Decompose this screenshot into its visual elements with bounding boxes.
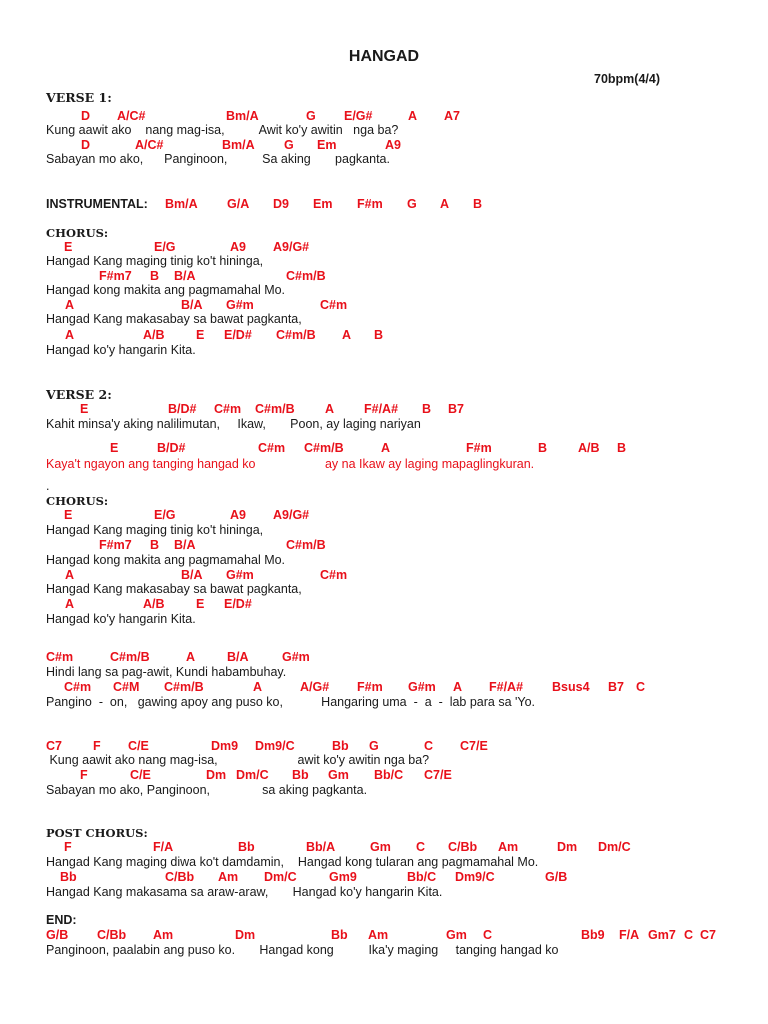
chord: Em — [313, 197, 333, 211]
chord: C#m — [214, 402, 242, 416]
chord: G — [284, 138, 294, 152]
chord: G#m — [282, 650, 310, 664]
chord: Gm7 — [648, 928, 676, 942]
chord: C#m/B — [304, 441, 344, 455]
chord: C — [424, 739, 434, 753]
chord: Bb — [332, 739, 349, 753]
chord: B — [617, 441, 627, 455]
chord: C#m/B — [286, 538, 326, 552]
chord: D — [81, 109, 91, 123]
chord: F/A — [153, 840, 174, 854]
chord: Bb — [292, 768, 309, 782]
chord: A — [65, 568, 75, 582]
chord: E — [196, 328, 205, 342]
chord: G — [306, 109, 316, 123]
verse-3-lyric-2: Sabayan mo ako, Panginoon, sa aking pagkanta. — [46, 783, 368, 797]
chord: C — [684, 928, 694, 942]
chord: E — [110, 441, 119, 455]
chord: Bm/A — [165, 197, 198, 211]
chord: E/D# — [224, 328, 252, 342]
chord: F#m — [357, 197, 383, 211]
chord: Bb/A — [306, 840, 336, 854]
chord: Dm/C — [264, 870, 297, 884]
chord: F — [93, 739, 101, 753]
chord: C#m — [258, 441, 286, 455]
chorus-2-lyric-1: Hangad Kang maging tinig ko't hininga, — [46, 523, 264, 537]
chord: Bb9 — [581, 928, 605, 942]
chord: G#m — [226, 568, 254, 582]
end-lyric-1: Panginoon, paalabin ang puso ko. Hangad kong Ika'y maging tanging hangad ko — [46, 943, 559, 957]
chord: C#m/B — [276, 328, 316, 342]
chord: A — [381, 441, 391, 455]
chord: A — [65, 298, 75, 312]
chord: A7 — [444, 109, 460, 123]
chord: B/A — [174, 269, 196, 283]
chord: Am — [218, 870, 239, 884]
chord: F — [80, 768, 88, 782]
chorus-1-lyric-2: Hangad kong makita ang pagmamahal Mo. — [46, 283, 286, 297]
chord: A/B — [578, 441, 600, 455]
chord: E — [64, 240, 73, 254]
chord: Am — [153, 928, 174, 942]
chord: A — [65, 597, 75, 611]
chord: G/A — [227, 197, 250, 211]
chord: Bm/A — [226, 109, 259, 123]
chord: C#m — [320, 298, 348, 312]
song-title: HANGAD — [348, 48, 420, 65]
chord: Dm9/C — [455, 870, 495, 884]
chord: B/A — [174, 538, 196, 552]
section-verse-2: VERSE 2: — [46, 387, 112, 402]
chorus-2-lyric-3: Hangad Kang makasabay sa bawat pagkanta, — [46, 582, 302, 596]
chord: C#m/B — [110, 650, 150, 664]
chord: D9 — [273, 197, 289, 211]
chord: G#m — [408, 680, 436, 694]
chord: Am — [368, 928, 389, 942]
chord: Dm — [235, 928, 256, 942]
chord: C#m/B — [255, 402, 295, 416]
chorus-1-lyric-4: Hangad ko'y hangarin Kita. — [46, 343, 196, 357]
chord: C#m — [46, 650, 74, 664]
chord: C/E — [130, 768, 151, 782]
chord: A9/G# — [273, 240, 310, 254]
chord: Bsus4 — [552, 680, 590, 694]
chord: E — [80, 402, 89, 416]
chord: F#m — [466, 441, 492, 455]
chord: G/B — [46, 928, 69, 942]
chord: F/A — [619, 928, 640, 942]
chord: C/Bb — [97, 928, 127, 942]
chord: F#/A# — [364, 402, 399, 416]
chord: A — [408, 109, 418, 123]
chorus-2-lyric-4: Hangad ko'y hangarin Kita. — [46, 612, 196, 626]
section-verse-1: VERSE 1: — [46, 90, 112, 105]
chord: A9/G# — [273, 508, 310, 522]
chord: B — [150, 269, 160, 283]
chord: B/A — [181, 568, 203, 582]
chord: E/D# — [224, 597, 252, 611]
chord: F — [64, 840, 72, 854]
chord: C7/E — [460, 739, 488, 753]
chord: G/B — [545, 870, 568, 884]
chord: Gm — [370, 840, 391, 854]
chord: Gm — [328, 768, 349, 782]
chord: B — [150, 538, 160, 552]
chord: A9 — [230, 508, 246, 522]
chord: B/A — [181, 298, 203, 312]
section-end: END: — [46, 913, 77, 927]
chord: B — [374, 328, 384, 342]
bridge-lyric-1: Hindi lang sa pag-awit, Kundi habambuhay. — [46, 665, 287, 679]
section-post-chorus: POST CHORUS: — [46, 826, 148, 840]
chord: B — [422, 402, 432, 416]
chord: A/C# — [117, 109, 146, 123]
chorus-1-lyric-3: Hangad Kang makasabay sa bawat pagkanta, — [46, 312, 302, 326]
chord: Bb — [238, 840, 255, 854]
chord: C#m — [64, 680, 92, 694]
verse-1-lyric-1: Kung aawit ako nang mag-isa, Awit ko'y awitin nga ba? — [46, 123, 399, 137]
chord: F#/A# — [489, 680, 524, 694]
chord: Bb — [331, 928, 348, 942]
chord: C#m/B — [286, 269, 326, 283]
chord: A/G# — [300, 680, 330, 694]
chord: C7/E — [424, 768, 452, 782]
chord: Em — [317, 138, 337, 152]
chord: G — [369, 739, 379, 753]
chord: B/A — [227, 650, 249, 664]
chord: A — [253, 680, 263, 694]
chord: Dm — [206, 768, 227, 782]
chord: C7 — [700, 928, 716, 942]
chord: B7 — [448, 402, 464, 416]
verse-2-lyric-1: Kahit minsa'y aking nalilimutan, Ikaw, Poon, ay laging nariyan — [46, 417, 421, 431]
chord: Am — [498, 840, 519, 854]
post-chorus-lyric-2: Hangad Kang makasama sa araw-araw, Hangad ko'y hangarin Kita. — [46, 885, 443, 899]
verse-3-lyric-1: Kung aawit ako nang mag-isa, awit ko'y awitin nga ba? — [46, 753, 430, 767]
chord: D — [81, 138, 91, 152]
section-chorus-1: CHORUS: — [46, 226, 109, 240]
verse-2-lyric-2: Kaya't ngayon ang tanging hangad ko ay na Ikaw ay laging mapaglingkuran. — [46, 457, 535, 471]
chord: A9 — [385, 138, 401, 152]
chord: Dm9 — [211, 739, 239, 753]
chord: C#M — [113, 680, 140, 694]
chord: A — [325, 402, 335, 416]
section-chorus-2: CHORUS: — [46, 494, 109, 508]
chord: B — [473, 197, 483, 211]
chord: E — [196, 597, 205, 611]
chord: A9 — [230, 240, 246, 254]
chord: Dm9/C — [255, 739, 295, 753]
chord: B/D# — [168, 402, 197, 416]
chord: E — [64, 508, 73, 522]
chorus-2-lyric-2: Hangad kong makita ang pagmamahal Mo. — [46, 553, 286, 567]
chord: C — [416, 840, 426, 854]
chord: E/G — [154, 508, 176, 522]
chord: F#m7 — [99, 269, 132, 283]
chord: C/E — [128, 739, 149, 753]
chord: C — [483, 928, 493, 942]
chord: F#m — [357, 680, 383, 694]
chord: A — [453, 680, 463, 694]
chord: A — [65, 328, 75, 342]
chord: F#m7 — [99, 538, 132, 552]
chord: C#m — [320, 568, 348, 582]
chord: Bb — [60, 870, 77, 884]
chord: Gm9 — [329, 870, 357, 884]
tempo-label: 70bpm(4/4) — [594, 72, 660, 86]
chord: C#m/B — [164, 680, 204, 694]
chord: Dm/C — [236, 768, 269, 782]
chord: G#m — [226, 298, 254, 312]
chord: C/Bb — [165, 870, 195, 884]
chord: A — [440, 197, 450, 211]
chord: A/C# — [135, 138, 164, 152]
chord: Bm/A — [222, 138, 255, 152]
chord: Bb/C — [374, 768, 404, 782]
verse-1-lyric-2: Sabayan mo ako, Panginoon, Sa aking pagkanta. — [46, 152, 390, 166]
chord: A — [186, 650, 196, 664]
chord: Bb/C — [407, 870, 437, 884]
chord: A — [342, 328, 352, 342]
dot-separator: . — [46, 479, 50, 493]
chord: Dm — [557, 840, 578, 854]
chord: C/Bb — [448, 840, 478, 854]
chord: Dm/C — [598, 840, 631, 854]
chord: A/B — [143, 328, 165, 342]
chord: E/G — [154, 240, 176, 254]
chorus-1-lyric-1: Hangad Kang maging tinig ko't hininga, — [46, 254, 264, 268]
chord: C7 — [46, 739, 62, 753]
chord: B/D# — [157, 441, 186, 455]
chord: B — [538, 441, 548, 455]
bridge-lyric-2: Pangino - on, gawing apoy ang puso ko, Hangaring uma - a - lab para sa 'Yo. — [46, 695, 536, 709]
chord: Gm — [446, 928, 467, 942]
chord: G — [407, 197, 417, 211]
chord: B7 — [608, 680, 624, 694]
post-chorus-lyric-1: Hangad Kang maging diwa ko't damdamin, Hangad kong tularan ang pagmamahal Mo. — [46, 855, 539, 869]
section-instrumental: INSTRUMENTAL: — [46, 197, 148, 211]
chord: E/G# — [344, 109, 373, 123]
chord: A/B — [143, 597, 165, 611]
chord: C — [636, 680, 646, 694]
